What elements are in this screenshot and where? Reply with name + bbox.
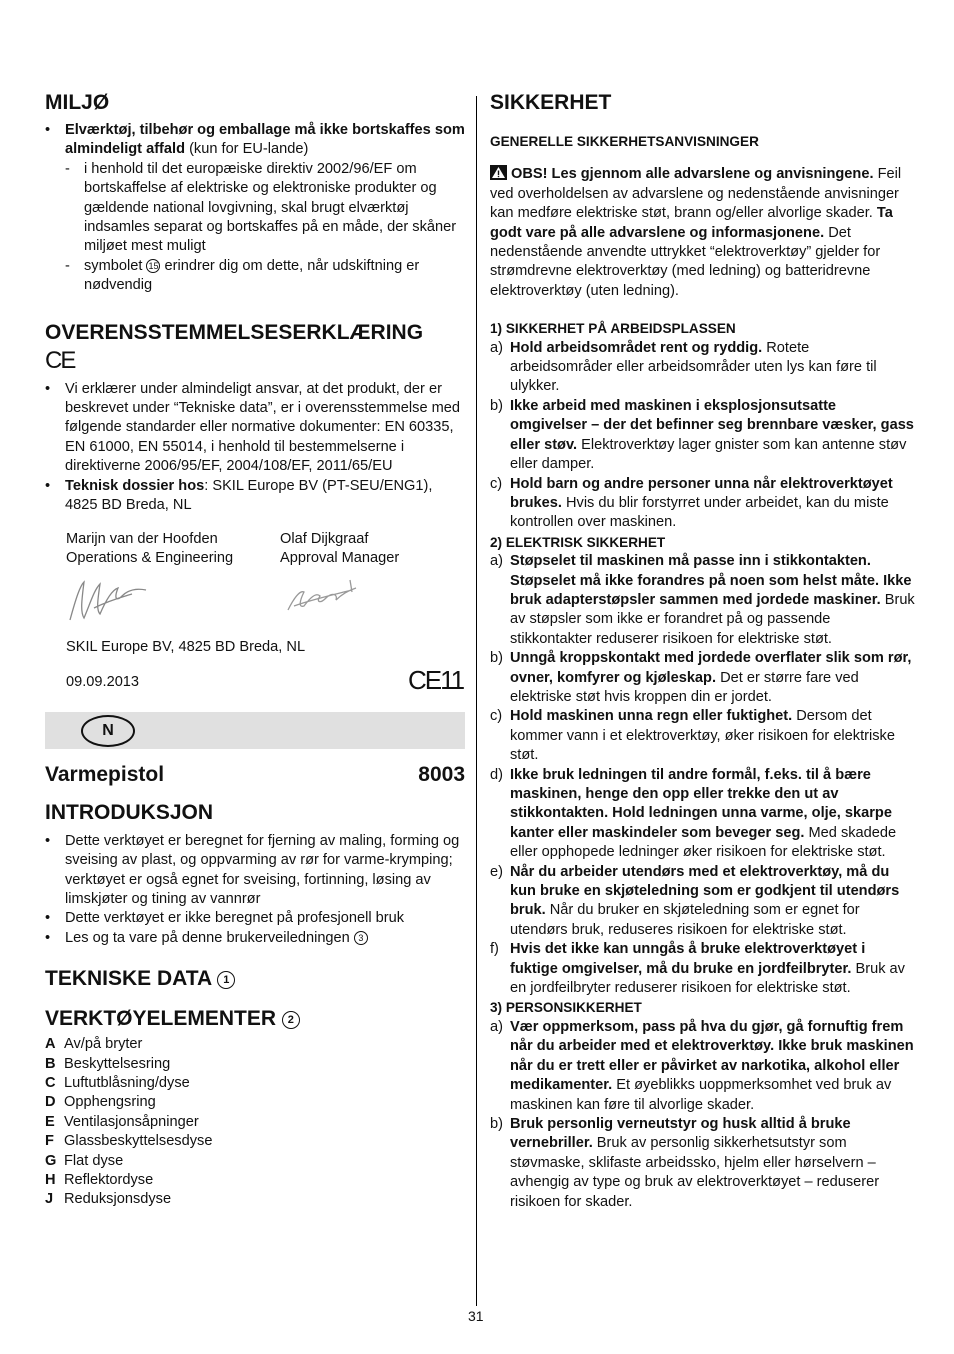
safety-item: b) Unngå kroppskontakt med jordede overflater slik som rør, ovner, komfyrer og kjøleskap. Det er større fare ved elektriske støt hvis kroppen din er jordet.: [490, 650, 912, 705]
signature-2-image: [280, 568, 480, 630]
signatories: [66, 530, 465, 631]
signatory-2: Olaf Dijkgraaf Approval Manager: [280, 530, 400, 566]
company-address: SKIL Europe BV, 4825 BD Breda, NL: [66, 639, 306, 656]
component-item: A Av/på bryter: [45, 1036, 143, 1053]
component-item: D Opphengsring: [45, 1094, 156, 1111]
component-item: C Luftutblåsning/dyse: [45, 1074, 190, 1091]
overens-bullet-1: • Vi erklærer under almindeligt ansvar, at det produkt, der er beskrevet under “Tekniske data”, er i overensstemmelse med følgende standarder eller normative dokumenter: EN 60335, EN 61000, EN 55014, i henhold til bestemmelserne i direktiverne 2006/95/EF, 2004/108/EF, 2011/65/EU: [45, 380, 465, 477]
intro-bullet-3: • Les og ta vare på denne brukerveiledningen 3: [45, 929, 465, 948]
miljo-dash-2: - symbolet 15 erindrer dig om dette, når udskiftning er nødvendig: [45, 257, 465, 296]
overens-bullet-2: • Teknisk dossier hos: SKIL Europe BV (PT-SEU/ENG1), 4825 BD Breda, NL: [45, 477, 465, 516]
intro-bullet-2: • Dette verktøyet er ikke beregnet på profesjonell bruk: [45, 909, 465, 928]
product-number: 8003: [418, 762, 465, 786]
miljo-dash-1: - i henhold til det europæiske direktiv 2002/96/EF om bortskaffelse af elektriske og elektroniske produkter og gældende national lovgivning, skal brugt elværktøj indsamles separat og bortskaffes på en måde, der skåner miljøet mest muligt: [45, 160, 465, 257]
safety-item: d) Ikke bruk ledningen til andre formål, f.eks. til å bære maskinen, henge den opp eller trekke den ut av stikkontakten. Hold ledningen unna varme, olje, skarpe kanter eller maskindeler som beveger seg. Med skadede eller opphopede ledninger øker risikoen for elektriske støt.: [490, 766, 897, 861]
safety-item: b) Ikke arbeid med maskinen i eksplosjonsutsatte omgivelser – der det befinner seg brennbare væsker, gass eller støv. Elektroverktøy lager gnister som kan antenne støv eller damper.: [490, 397, 914, 473]
sikkerhet-heading: SIKKERHET: [490, 91, 612, 114]
general-safety-subheading: GENERELLE SIKKERHETSANVISNINGER: [490, 134, 759, 149]
product-name: Varmepistol: [45, 762, 165, 786]
page-number: 31: [468, 1308, 484, 1324]
safety-item: a) Hold arbeidsområdet rent og ryddig. Rotete arbeidsområder eller arbeidsområder uten lys kan føre til ulykker.: [490, 339, 877, 395]
safety-section-heading: 2) ELEKTRISK SIKKERHET: [490, 534, 666, 550]
safety-item: c) Hold barn og andre personer unna når elektroverktøyet brukes. Hvis du blir forstyrret under arbeidet, kan du miste kontrollen over maskinen.: [490, 475, 893, 531]
language-code-badge: N: [81, 715, 135, 747]
component-item: G Flat dyse: [45, 1152, 124, 1169]
column-divider: [476, 96, 477, 1306]
right-column: [490, 90, 915, 1212]
language-bar: [45, 712, 465, 749]
component-list: [45, 1035, 465, 1210]
left-column: [45, 90, 465, 1210]
intro-heading: INTRODUKSJON: [45, 800, 214, 824]
safety-item: e) Når du arbeider utendørs med et elektroverktøy, må du kun bruke en skjøteledning som er godkjent til utendørs bruk. Når du bruker en skjøteledning som er egnet for utendørs bruk, reduseres risikoen for elektriske støt.: [490, 863, 900, 938]
component-item: H Reflektordyse: [45, 1172, 154, 1188]
obs-paragraph: OBS! Les gjennom alle advarslene og anvisningene. Feil ved overholdelsen av advarslene og nedenstående anvisninger kan medføre elektriske støt, brann og/eller alvorlige skader. Ta godt vare på alle advarslene og informasjonene. Det nedenstående anvendte uttrykket “elektroverktøy” gjelder for strømdrevne elektroverktøy (med ledning) og batteridrevne elektroverktøy (uten ledning).: [490, 166, 902, 299]
safety-item: c) Hold maskinen unna regn eller fuktighet. Dersom det kommer vann i et elektroverktøy, øker risikoen for elektriske støt.: [490, 708, 895, 764]
component-item: F Glassbeskyttelsesdyse: [45, 1133, 213, 1150]
intro-bullet-1: • Dette verktøyet er beregnet for fjerning av maling, forming og sveising av plast, og oppvarming av rør for varme-krymping; verktøyet er også egnet for sveising, fortinning, løsing av limskjøter og tining av vannrør: [45, 832, 465, 910]
safety-section-heading: 3) PERSONSIKKERHET: [490, 1000, 642, 1016]
safety-item: b) Bruk personlig verneutstyr og husk alltid å bruke vernebriller. Bruk av personlig sikkerhetsutstyr som støvmaske, sklifaste arbeidssko, hjelm eller hørselvern – avhengig av type og bruk av elektroverktøyet – reduserer risikoen for skader.: [490, 1115, 880, 1210]
ce11-mark-icon: CE11: [408, 664, 464, 695]
safety-item: a) Støpselet til maskinen må passe inn i stikkontakten. Støpselet må ikke forandres på noen som helst måte. Ikke bruk adapterstøpsler sammen med jordede maskiner. Bruk av støpsler som ikke er forandret på og passende stikkontakter reduserer risikoen for elektriske støt.: [490, 553, 915, 647]
ref-number-3: 3: [354, 931, 368, 945]
verktoy-heading: VERKTØYELEMENTER 2: [45, 1006, 465, 1032]
date-row: [45, 664, 465, 695]
warning-triangle-icon: [490, 165, 507, 180]
safety-sections: [490, 319, 915, 1212]
signatory-1: Marijn van der Hoofden Operations & Engineering: [66, 530, 234, 566]
component-item: E Ventilasjonsåpninger: [45, 1113, 199, 1130]
signature-1-image: [66, 568, 280, 630]
overens-heading: OVERENSSTEMMELSESERKLÆRING: [45, 320, 424, 344]
ref-number-15: 15: [148, 260, 159, 271]
component-item: B Beskyttelsesring: [45, 1055, 171, 1072]
component-item: J Reduksjonsdyse: [45, 1191, 172, 1208]
safety-item: a) Vær oppmerksom, pass på hva du gjør, gå fornuftig frem når du arbeider med et elektroverktøy. Ikke bruk maskinen når du er trett eller er påvirket av narkotika, alkohol eller medikamenter. Et øyeblikks uoppmerksomhet ved bruk av maskinen kan føre til alvorlige skader.: [490, 1018, 914, 1113]
safety-item: f) Hvis det ikke kan unngås å bruke elektroverktøyet i fuktige omgivelser, må du bruke en jordfeilbryter. Bruk av en jordfeilbryter reduserer risikoen for elektriske støt.: [490, 941, 905, 997]
date: 09.09.2013: [66, 673, 140, 690]
safety-section-heading: 1) SIKKERHET PÅ ARBEIDSPLASSEN: [490, 321, 736, 337]
miljo-bullet: • Elværktøj, tilbehør og emballage må ikke bortskaffes som almindeligt affald (kun for EU-lande): [45, 121, 465, 160]
product-title-row: [45, 762, 465, 788]
tekniske-heading: TEKNISKE DATA 1: [45, 966, 465, 992]
miljo-heading: MILJØ: [45, 91, 110, 114]
ref-number-2: 2: [282, 1011, 300, 1029]
ref-number-1: 1: [217, 971, 235, 989]
ce-mark-icon: CE: [45, 346, 75, 374]
